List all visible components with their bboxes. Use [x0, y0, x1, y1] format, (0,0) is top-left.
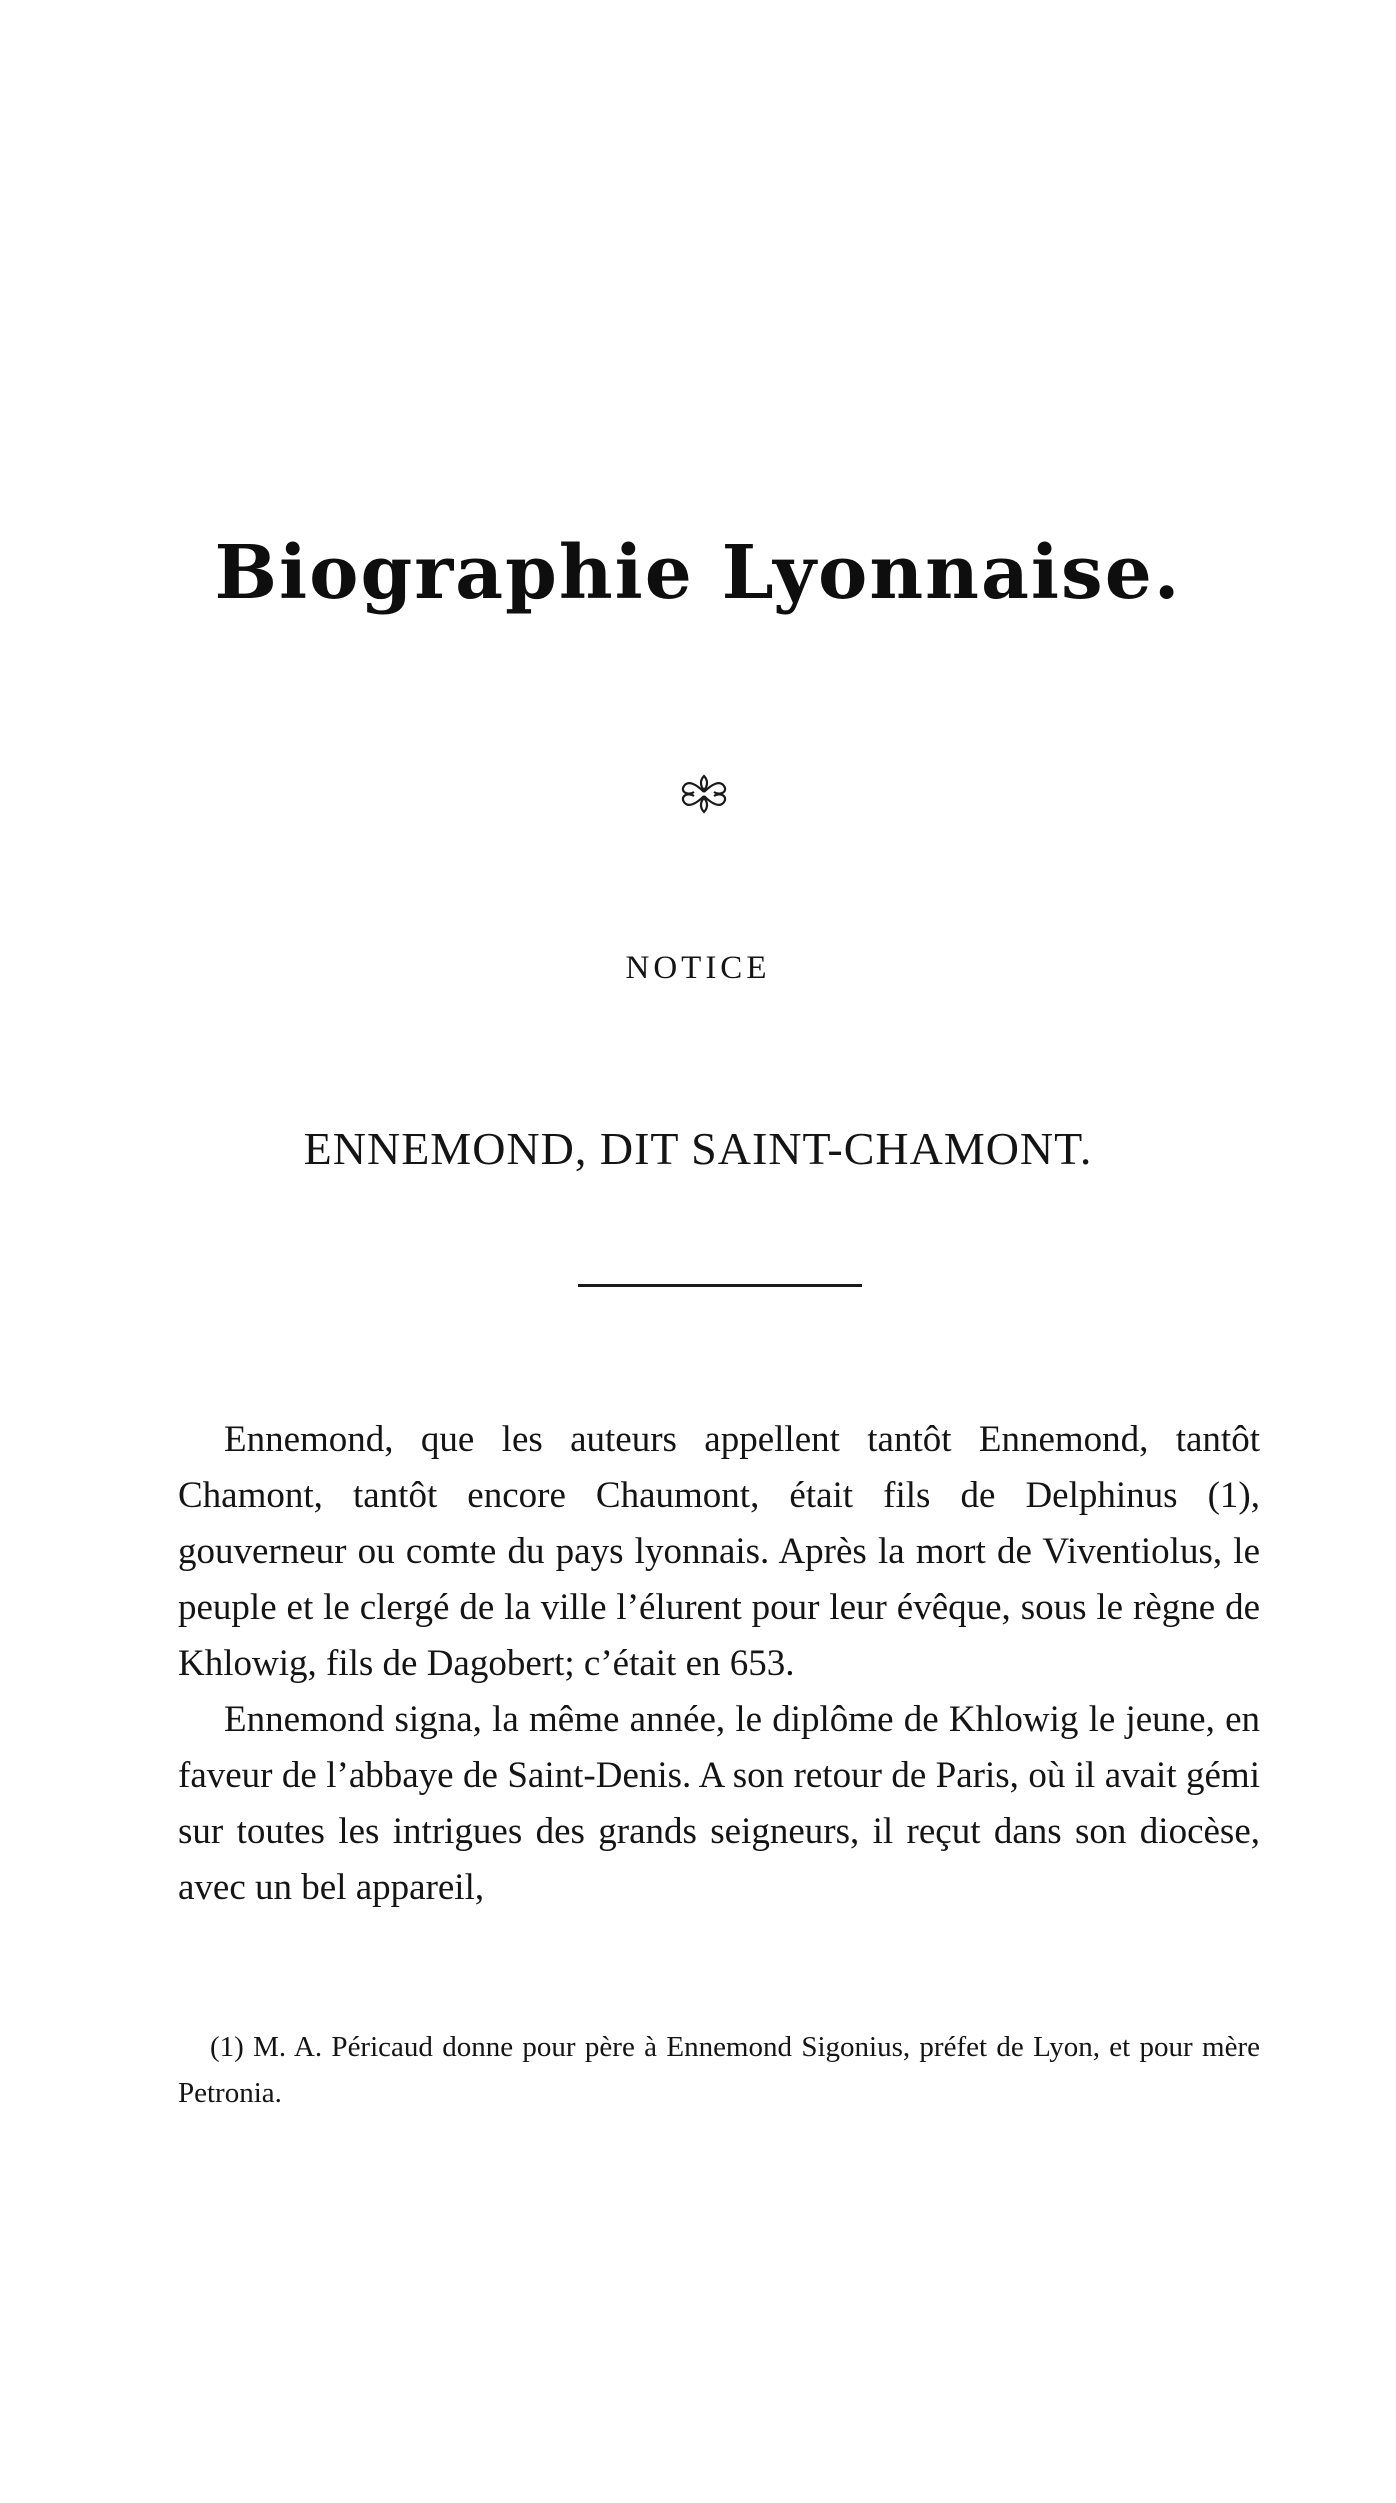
notice-heading: NOTICE	[625, 950, 771, 986]
paragraph: Ennemond signa, la même année, le diplôme de Khlowig le jeune, en faveur de l’abbaye de Saint-Denis. A son retour de Paris, où il avait gémi sur toutes les intrigues des grands seigneurs, il reçut dans son diocèse, avec un bel appareil,	[178, 1699, 1260, 1908]
paragraph: Ennemond, que les auteurs appellent tantôt Ennemond, tantôt Chamont, tantôt encore Chaumont, était fils de Delphinus (1), gouverneur ou comte du pays lyonnais. Après la mort de Viventiolus, le peuple et le clergé de la ville l’élurent pour leur évêque, sous le règne de Khlowig, fils de Dagobert; c’était en 653.	[178, 1419, 1260, 1684]
running-title: Biographie Lyonnaise.	[214, 530, 1182, 616]
footnote: (1) M. A. Péricaud donne pour père à Ennemond Sigonius, préfet de Lyon, et pour mère Petronia.	[178, 2031, 1260, 2109]
body-text	[178, 1412, 1260, 1916]
fleuron-icon	[672, 762, 736, 826]
notice-subject: ENNEMOND, DIT SAINT-CHAMONT.	[303, 1123, 1093, 1174]
section-divider	[578, 1284, 862, 1287]
